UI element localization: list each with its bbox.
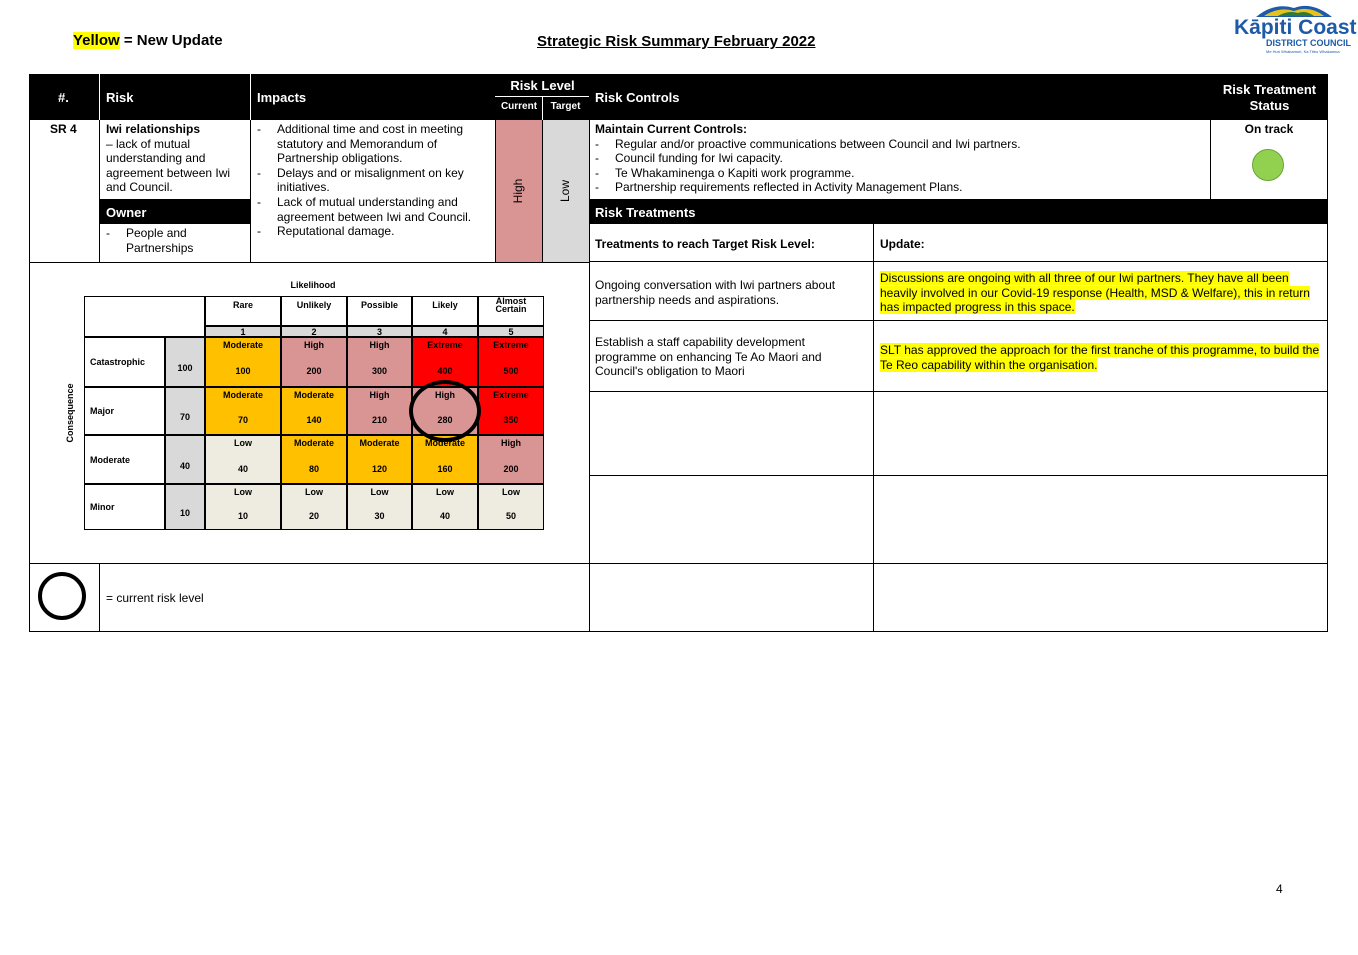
risk-cell-level: Extreme — [493, 340, 529, 350]
control-item: - Partnership requirements reflected in Activity Management Plans. — [595, 180, 1207, 195]
risk-cell-level: High — [501, 438, 521, 448]
control-item: - Council funding for Iwi capacity. — [595, 151, 1207, 166]
owner-value: - People and Partnerships — [106, 226, 246, 255]
risk-treatments-title: Risk Treatments — [595, 205, 696, 220]
risk-description: – lack of mutual understanding and agreement between Iwi and Council. — [106, 136, 231, 195]
risk-cell-score: 200 — [306, 366, 322, 376]
status-indicator-icon — [1252, 149, 1284, 181]
risk-cell-level: Low — [234, 438, 252, 448]
treatment-text: Establish a staff capability development programme on enhancing Te Ao Maori and Council's obligation to Maori — [595, 335, 822, 379]
header-risk: Risk — [106, 90, 134, 105]
risk-cell-level: Extreme — [493, 390, 529, 400]
consequence-name: Catastrophic — [90, 357, 146, 367]
header-impacts: Impacts — [257, 90, 307, 105]
risk-cell-score: 210 — [371, 415, 388, 425]
page-number: 4 — [1276, 882, 1283, 896]
risk-cell-level: High — [369, 390, 390, 400]
new-update-legend — [73, 32, 223, 49]
risk-cell-score: 120 — [371, 463, 388, 474]
risk-cell-level: Moderate — [293, 390, 334, 400]
risk-cell-score: 300 — [371, 366, 388, 376]
likelihood-number: 4 — [442, 327, 448, 337]
likelihood-label: Likelihood — [290, 280, 336, 290]
risk-cell-level: Low — [305, 487, 323, 497]
risk-cell-score: 30 — [374, 511, 385, 521]
header-number: #. — [58, 90, 69, 105]
impact-item: - Additional time and cost in meeting statutory and Memorandum of Partnership obligations. — [257, 122, 491, 166]
likelihood-number: 1 — [240, 327, 246, 337]
risk-cell-level: Low — [502, 487, 520, 497]
risk-cell-score: 40 — [237, 463, 248, 474]
current-level-value: High — [511, 178, 525, 204]
consequence-value-cell — [165, 337, 205, 387]
risk-cell-level: Moderate — [222, 390, 263, 400]
risk-name-block — [106, 122, 244, 195]
header-target: Target — [542, 101, 589, 112]
header-current: Current — [496, 101, 542, 112]
likelihood-name: Rare — [232, 300, 253, 310]
risk-treatments-header — [590, 199, 1328, 224]
risk-cell-level: Low — [436, 487, 454, 497]
risk-cell-level: High — [369, 340, 390, 350]
risk-cell-level: Moderate — [424, 438, 465, 448]
likelihood-number: 3 — [376, 327, 382, 337]
consequence-name: Minor — [90, 502, 115, 512]
likelihood-name: Unlikely — [296, 300, 332, 310]
likelihood-number: 2 — [311, 327, 317, 337]
page-title: Strategic Risk Summary February 2022 — [537, 33, 816, 50]
risk-cell-score: 70 — [237, 415, 248, 425]
consequence-label: Consequence — [65, 383, 75, 443]
consequence-value-cell — [165, 435, 205, 484]
risk-cell-score: 400 — [437, 366, 453, 376]
consequence-value-cell — [165, 484, 205, 530]
likelihood-name: Almost Certain — [495, 296, 527, 314]
treatment-column-header: Treatments to reach Target Risk Level: — [595, 237, 815, 251]
update-text-block — [880, 343, 1320, 372]
logo-tagline: Me Huri Whakamuri, Ka Titiro Whakamua — [1266, 49, 1340, 54]
kapiti-coast-logo — [1230, 0, 1358, 58]
risk-cell-score: 10 — [237, 511, 248, 521]
risk-cell-level: Moderate — [359, 438, 400, 448]
impact-item: - Delays and or misalignment on key initiatives. — [257, 166, 491, 195]
consequence-name: Major — [90, 406, 115, 416]
risk-id: SR 4 — [50, 122, 77, 136]
owner-label: Owner — [106, 205, 147, 220]
update-column-header: Update: — [880, 237, 925, 251]
risk-cell-score: 40 — [439, 511, 450, 521]
controls-block — [595, 122, 1207, 195]
matrix-corner — [84, 296, 205, 337]
risk-cell-level: High — [435, 390, 455, 400]
risk-cell-level: Moderate — [293, 438, 334, 448]
impact-item: - Lack of mutual understanding and agreement between Iwi and Council. — [257, 195, 491, 224]
current-risk-circle-icon — [38, 572, 86, 620]
risk-name: Iwi relationships — [106, 122, 201, 136]
risk-cell-level: Low — [234, 487, 252, 497]
consequence-value: 100 — [177, 363, 193, 373]
legend-rest: = New Update — [119, 32, 223, 49]
likelihood-number: 5 — [508, 327, 514, 337]
likelihood-name: Likely — [432, 300, 458, 310]
risk-cell-level: Moderate — [222, 340, 263, 350]
status-text: On track — [1244, 122, 1294, 136]
impact-item: - Reputational damage. — [257, 224, 491, 239]
risk-cell-score: 80 — [308, 463, 319, 474]
header-treatment-status: Risk Treatment Status — [1211, 82, 1328, 114]
consequence-value: 70 — [179, 412, 190, 422]
risk-cell-score: 500 — [503, 366, 519, 376]
yellow-legend-label: Yellow — [73, 32, 120, 49]
risk-cell-level: Low — [370, 487, 389, 497]
risk-cell-score: 50 — [505, 511, 516, 521]
controls-title: Maintain Current Controls: — [595, 122, 747, 136]
risk-cell-score: 200 — [503, 463, 519, 474]
risk-cell-score: 160 — [437, 463, 453, 474]
legend-text: = current risk level — [106, 591, 204, 605]
risk-cell-score: 280 — [437, 415, 453, 425]
treatment-text: Ongoing conversation with Iwi partners about partnership needs and aspirations. — [595, 278, 836, 307]
consequence-value: 40 — [179, 460, 190, 471]
header-risk-level: Risk Level — [496, 78, 589, 93]
risk-cell-score: 350 — [503, 415, 519, 425]
update-text: SLT has approved the approach for the first tranche of this programme, to build the Te Reo capability within the organisation. — [880, 343, 1320, 372]
risk-cell-score: 140 — [306, 415, 322, 425]
logo-name: Kāpiti Coast — [1234, 16, 1357, 39]
consequence-name: Moderate — [90, 454, 131, 465]
current-risk-marker-icon — [409, 380, 481, 442]
consequence-value-cell — [165, 387, 205, 435]
logo-subtitle: DISTRICT COUNCIL — [1266, 38, 1351, 48]
risk-cell-level: Extreme — [427, 340, 463, 350]
control-item: - Regular and/or proactive communications between Council and Iwi partners. — [595, 137, 1207, 152]
target-level-value: Low — [558, 180, 572, 203]
likelihood-name: Possible — [360, 300, 398, 310]
risk-cell-level: High — [304, 340, 324, 350]
header-risk-controls: Risk Controls — [595, 90, 680, 105]
update-text-block — [880, 271, 1320, 315]
control-item: - Te Whakaminenga o Kapiti work programme. — [595, 166, 1207, 181]
risk-cell-score: 20 — [308, 511, 319, 521]
risk-cell-score: 100 — [235, 366, 251, 376]
consequence-value: 10 — [179, 508, 190, 518]
impacts-list — [257, 122, 491, 239]
update-text: Discussions are ongoing with all three of our Iwi partners. They have all been heavily involved in our Covid-19 response (Health, MSD & Welfare), this in return has impacted progress in this space. — [880, 271, 1310, 315]
owner-block — [106, 226, 246, 255]
